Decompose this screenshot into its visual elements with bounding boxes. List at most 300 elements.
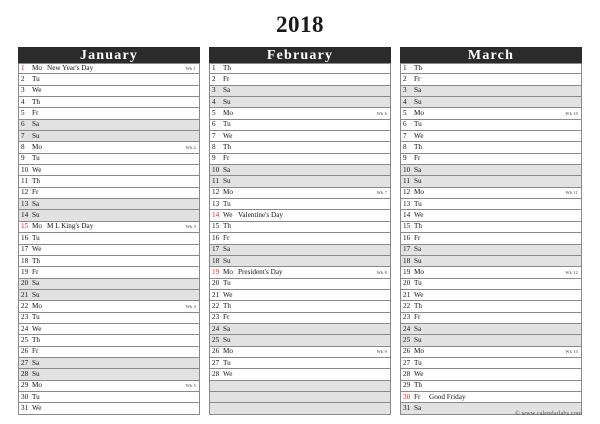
day-number: 6: [21, 120, 25, 129]
day-row[interactable]: [18, 324, 200, 335]
day-of-week: Sa: [223, 324, 231, 333]
day-row[interactable]: [18, 347, 200, 358]
month-column-january: [18, 47, 200, 415]
day-of-week: Fr: [223, 233, 230, 242]
day-of-week: Sa: [414, 86, 422, 95]
day-of-week: Mo: [32, 381, 42, 390]
holiday-name: M L King's Day: [47, 222, 94, 231]
day-row[interactable]: [400, 199, 582, 210]
day-of-week: Tu: [223, 358, 231, 367]
day-number: 7: [212, 131, 216, 140]
day-row[interactable]: [18, 245, 200, 256]
day-number: 15: [21, 222, 29, 231]
day-number: 4: [403, 97, 407, 106]
day-number: 10: [212, 165, 220, 174]
day-number: 28: [403, 369, 411, 378]
day-row[interactable]: [209, 176, 391, 187]
day-number: 25: [21, 335, 29, 344]
day-of-week: Su: [414, 256, 422, 265]
day-row[interactable]: [400, 358, 582, 369]
day-number: 10: [21, 165, 29, 174]
day-of-week: Su: [223, 97, 231, 106]
day-of-week: Sa: [414, 165, 422, 174]
day-row[interactable]: [209, 222, 391, 233]
day-number: 19: [212, 267, 220, 276]
day-of-week: Fr: [32, 188, 39, 197]
week-number-label: Wk 7: [376, 190, 387, 196]
day-of-week: Mo: [32, 143, 42, 152]
day-row[interactable]: [400, 108, 582, 119]
day-row[interactable]: [400, 63, 582, 74]
day-number: 5: [21, 109, 25, 118]
day-row[interactable]: [209, 256, 391, 267]
day-number: 13: [403, 199, 411, 208]
day-of-week: Sa: [32, 279, 40, 288]
day-row[interactable]: [209, 142, 391, 153]
day-of-week: Sa: [414, 324, 422, 333]
month-header: January: [18, 47, 200, 63]
day-number: 10: [403, 165, 411, 174]
day-number: 14: [21, 211, 29, 220]
week-number-label: Wk 1: [185, 66, 196, 72]
day-number: 23: [403, 313, 411, 322]
day-row[interactable]: [209, 369, 391, 380]
day-list: [18, 63, 200, 415]
day-number: 27: [403, 358, 411, 367]
day-row[interactable]: [18, 313, 200, 324]
day-row[interactable]: [400, 313, 582, 324]
day-of-week: Tu: [414, 120, 422, 129]
day-of-week: Su: [223, 256, 231, 265]
day-of-week: Su: [32, 211, 40, 220]
day-of-week: Tu: [414, 199, 422, 208]
day-number: 16: [212, 233, 220, 242]
day-number: 8: [403, 143, 407, 152]
day-row[interactable]: [18, 233, 200, 244]
day-row[interactable]: [18, 279, 200, 290]
day-of-week: Tu: [223, 279, 231, 288]
day-of-week: Th: [414, 222, 422, 231]
day-of-week: Th: [32, 256, 40, 265]
day-number: 14: [403, 211, 411, 220]
day-row[interactable]: [209, 267, 391, 278]
day-of-week: Mo: [223, 347, 233, 356]
day-row[interactable]: [209, 301, 391, 312]
day-number: 24: [21, 324, 29, 333]
day-row[interactable]: [400, 120, 582, 131]
day-number: 19: [21, 267, 29, 276]
day-row[interactable]: [209, 245, 391, 256]
day-row[interactable]: [209, 120, 391, 131]
day-of-week: Tu: [414, 358, 422, 367]
day-of-week: Fr: [32, 109, 39, 118]
day-number: 27: [212, 358, 220, 367]
day-number: 26: [21, 347, 29, 356]
day-row[interactable]: [18, 301, 200, 312]
day-number: 31: [21, 403, 29, 412]
day-row[interactable]: [209, 108, 391, 119]
day-of-week: Sa: [414, 245, 422, 254]
day-of-week: Mo: [414, 109, 424, 118]
day-number: 12: [212, 188, 220, 197]
day-number: 11: [212, 177, 219, 186]
day-of-week: Mo: [223, 109, 233, 118]
day-row[interactable]: [400, 188, 582, 199]
day-of-week: Fr: [414, 75, 421, 84]
day-row[interactable]: [18, 63, 200, 74]
day-of-week: We: [414, 211, 424, 220]
day-number: 7: [403, 131, 407, 140]
day-of-week: Su: [414, 177, 422, 186]
day-row[interactable]: [400, 369, 582, 380]
day-number: 18: [21, 256, 29, 265]
day-number: 22: [21, 301, 29, 310]
day-row[interactable]: [400, 74, 582, 85]
day-number: 2: [21, 75, 25, 84]
day-of-week: Fr: [414, 392, 421, 401]
day-of-week: Th: [223, 143, 231, 152]
day-row[interactable]: [18, 222, 200, 233]
day-number: 24: [212, 324, 220, 333]
day-number: 5: [212, 109, 216, 118]
day-row[interactable]: [400, 131, 582, 142]
day-of-week: Fr: [414, 313, 421, 322]
day-row[interactable]: [18, 142, 200, 153]
day-row[interactable]: [209, 210, 391, 221]
day-row[interactable]: [400, 267, 582, 278]
day-of-week: Mo: [414, 188, 424, 197]
day-number: 29: [403, 381, 411, 390]
day-number: 17: [21, 245, 29, 254]
day-row[interactable]: [18, 188, 200, 199]
day-number: 21: [403, 290, 411, 299]
day-number: 8: [212, 143, 216, 152]
day-row[interactable]: [209, 335, 391, 346]
day-row[interactable]: [18, 392, 200, 403]
day-number: 28: [21, 369, 29, 378]
day-row[interactable]: [209, 154, 391, 165]
day-of-week: Mo: [32, 64, 42, 73]
day-of-week: Su: [223, 335, 231, 344]
day-number: 16: [403, 233, 411, 242]
day-row[interactable]: [18, 165, 200, 176]
day-row[interactable]: [209, 347, 391, 358]
day-of-week: We: [32, 403, 42, 412]
day-of-week: We: [32, 86, 42, 95]
holiday-name: President's Day: [238, 267, 283, 276]
day-row[interactable]: [209, 358, 391, 369]
day-row[interactable]: [400, 324, 582, 335]
day-number: 17: [212, 245, 220, 254]
holiday-name: New Year's Day: [47, 64, 94, 73]
day-of-week: Fr: [32, 267, 39, 276]
month-column-february: [209, 47, 391, 415]
day-row[interactable]: [209, 63, 391, 74]
day-of-week: Su: [32, 131, 40, 140]
day-number: 3: [403, 86, 407, 95]
day-number: 4: [21, 97, 25, 106]
day-row[interactable]: [18, 290, 200, 301]
week-number-label: Wk 5: [185, 383, 196, 389]
day-number: 22: [212, 301, 220, 310]
day-number: 25: [403, 335, 411, 344]
day-row[interactable]: [209, 233, 391, 244]
day-of-week: Th: [223, 222, 231, 231]
day-number: 1: [403, 64, 407, 73]
day-list: [209, 63, 391, 415]
day-of-week: Mo: [223, 188, 233, 197]
day-of-week: We: [223, 290, 233, 299]
day-number: 30: [403, 392, 411, 401]
day-number: 2: [212, 75, 216, 84]
day-number: 9: [21, 154, 25, 163]
day-number: 16: [21, 233, 29, 242]
day-number: 18: [403, 256, 411, 265]
day-number: 2: [403, 75, 407, 84]
day-of-week: Th: [414, 301, 422, 310]
day-row[interactable]: [400, 176, 582, 187]
day-number: 3: [21, 86, 25, 95]
day-of-week: Th: [32, 177, 40, 186]
day-number: 6: [403, 120, 407, 129]
day-row[interactable]: [209, 97, 391, 108]
day-of-week: We: [223, 131, 233, 140]
day-of-week: Sa: [32, 120, 40, 129]
day-row[interactable]: [400, 335, 582, 346]
week-number-label: Wk 8: [376, 269, 387, 275]
day-of-week: Sa: [414, 403, 422, 412]
day-of-week: Th: [414, 143, 422, 152]
day-number: 6: [212, 120, 216, 129]
day-row[interactable]: [18, 369, 200, 380]
day-number: 13: [212, 199, 220, 208]
day-row[interactable]: [209, 324, 391, 335]
day-row[interactable]: [18, 358, 200, 369]
day-of-week: Th: [414, 64, 422, 73]
day-row[interactable]: [18, 210, 200, 221]
week-number-label: Wk 6: [376, 111, 387, 117]
day-row-empty: [209, 392, 391, 403]
day-of-week: Tu: [32, 154, 40, 163]
day-of-week: Su: [32, 369, 40, 378]
day-of-week: Tu: [32, 233, 40, 242]
day-of-week: We: [32, 245, 42, 254]
week-number-label: Wk 9: [376, 349, 387, 355]
day-of-week: Tu: [223, 120, 231, 129]
day-of-week: Th: [414, 381, 422, 390]
day-number: 25: [212, 335, 220, 344]
day-number: 13: [21, 199, 29, 208]
day-number: 21: [21, 290, 29, 299]
day-number: 31: [403, 403, 411, 412]
day-of-week: We: [414, 369, 424, 378]
week-number-label: Wk 3: [185, 224, 196, 230]
day-row[interactable]: [400, 142, 582, 153]
week-number-label: Wk 12: [565, 269, 578, 275]
day-of-week: Sa: [32, 358, 40, 367]
day-number: 20: [21, 279, 29, 288]
day-number: 1: [212, 64, 216, 73]
day-of-week: Th: [32, 97, 40, 106]
day-number: 20: [212, 279, 220, 288]
day-number: 19: [403, 267, 411, 276]
day-of-week: Tu: [414, 279, 422, 288]
day-row[interactable]: [400, 290, 582, 301]
day-of-week: We: [223, 369, 233, 378]
day-row[interactable]: [209, 313, 391, 324]
day-number: 21: [212, 290, 220, 299]
day-number: 23: [21, 313, 29, 322]
day-number: 5: [403, 109, 407, 118]
day-of-week: We: [223, 211, 233, 220]
day-number: 12: [21, 188, 29, 197]
day-row[interactable]: [18, 131, 200, 142]
day-row[interactable]: [400, 245, 582, 256]
day-row[interactable]: [18, 154, 200, 165]
day-row[interactable]: [400, 165, 582, 176]
day-row-empty: [209, 381, 391, 392]
day-of-week: Sa: [223, 165, 231, 174]
week-number-label: Wk 4: [185, 303, 196, 309]
day-number: 11: [403, 177, 410, 186]
day-number: 30: [21, 392, 29, 401]
day-number: 20: [403, 279, 411, 288]
day-row[interactable]: [18, 97, 200, 108]
day-row[interactable]: [209, 290, 391, 301]
day-of-week: Tu: [32, 75, 40, 84]
day-row[interactable]: [400, 347, 582, 358]
holiday-name: Valentine's Day: [238, 211, 284, 220]
day-number: 28: [212, 369, 220, 378]
day-row[interactable]: [209, 74, 391, 85]
day-of-week: Tu: [32, 313, 40, 322]
day-number: 26: [212, 347, 220, 356]
day-row[interactable]: [18, 74, 200, 85]
day-number: 8: [21, 143, 25, 152]
day-of-week: Th: [32, 335, 40, 344]
day-row[interactable]: [18, 335, 200, 346]
month-header: February: [209, 47, 391, 63]
week-number-label: Wk 2: [185, 145, 196, 151]
day-row[interactable]: [400, 154, 582, 165]
day-of-week: Mo: [414, 347, 424, 356]
day-of-week: Tu: [223, 199, 231, 208]
day-of-week: Mo: [32, 222, 42, 231]
day-of-week: Mo: [32, 301, 42, 310]
day-number: 14: [212, 211, 220, 220]
day-number: 11: [21, 177, 28, 186]
day-of-week: Fr: [223, 154, 230, 163]
day-of-week: Th: [223, 301, 231, 310]
day-of-week: We: [32, 165, 42, 174]
day-row[interactable]: [18, 381, 200, 392]
day-of-week: Sa: [223, 245, 231, 254]
day-of-week: Fr: [32, 347, 39, 356]
day-number: 7: [21, 131, 25, 140]
day-of-week: Fr: [223, 313, 230, 322]
day-of-week: Fr: [223, 75, 230, 84]
day-row[interactable]: [18, 256, 200, 267]
day-of-week: Sa: [32, 199, 40, 208]
day-number: 9: [403, 154, 407, 163]
week-number-label: Wk 10: [565, 111, 578, 117]
copyright-footer: © www.calendarlabs.com: [514, 410, 582, 417]
week-number-label: Wk 13: [565, 349, 578, 355]
day-of-week: Sa: [223, 86, 231, 95]
month-header: March: [400, 47, 582, 63]
day-number: 9: [212, 154, 216, 163]
day-row[interactable]: [18, 176, 200, 187]
day-number: 26: [403, 347, 411, 356]
day-number: 24: [403, 324, 411, 333]
day-list: [400, 63, 582, 415]
day-of-week: Mo: [223, 267, 233, 276]
day-row[interactable]: [209, 86, 391, 97]
day-row[interactable]: [400, 256, 582, 267]
page-title: 2018: [276, 12, 324, 37]
day-row[interactable]: [400, 279, 582, 290]
day-number: 1: [21, 64, 25, 73]
day-number: 12: [403, 188, 411, 197]
day-number: 15: [403, 222, 411, 231]
day-number: 15: [212, 222, 220, 231]
day-row[interactable]: [400, 301, 582, 312]
month-column-march: [400, 47, 582, 415]
day-row[interactable]: [18, 267, 200, 278]
months-container: [18, 47, 582, 415]
day-row[interactable]: [209, 188, 391, 199]
day-of-week: Th: [223, 64, 231, 73]
day-row[interactable]: [209, 165, 391, 176]
day-of-week: Su: [32, 290, 40, 299]
day-number: 29: [21, 381, 29, 390]
day-row[interactable]: [400, 97, 582, 108]
day-of-week: Su: [414, 335, 422, 344]
day-of-week: Mo: [414, 267, 424, 276]
holiday-name: Good Friday: [429, 392, 466, 401]
day-number: 18: [212, 256, 220, 265]
day-row[interactable]: [400, 210, 582, 221]
day-row[interactable]: [18, 108, 200, 119]
day-of-week: Su: [223, 177, 231, 186]
day-of-week: We: [414, 290, 424, 299]
day-number: 22: [403, 301, 411, 310]
day-row[interactable]: [400, 381, 582, 392]
day-of-week: Su: [414, 97, 422, 106]
day-row[interactable]: [400, 222, 582, 233]
day-row[interactable]: [400, 392, 582, 403]
day-row[interactable]: [400, 233, 582, 244]
day-row[interactable]: [18, 86, 200, 97]
day-row[interactable]: [18, 120, 200, 131]
day-number: 3: [212, 86, 216, 95]
day-of-week: Fr: [414, 154, 421, 163]
day-number: 23: [212, 313, 220, 322]
day-row[interactable]: [209, 199, 391, 210]
day-number: 4: [212, 97, 216, 106]
day-row[interactable]: [209, 279, 391, 290]
day-row[interactable]: [18, 199, 200, 210]
day-row[interactable]: [209, 131, 391, 142]
day-of-week: We: [414, 131, 424, 140]
week-number-label: Wk 11: [565, 190, 578, 196]
day-number: 17: [403, 245, 411, 254]
day-number: 27: [21, 358, 29, 367]
day-of-week: Fr: [414, 233, 421, 242]
day-of-week: We: [32, 324, 42, 333]
day-row[interactable]: [400, 86, 582, 97]
day-of-week: Tu: [32, 392, 40, 401]
